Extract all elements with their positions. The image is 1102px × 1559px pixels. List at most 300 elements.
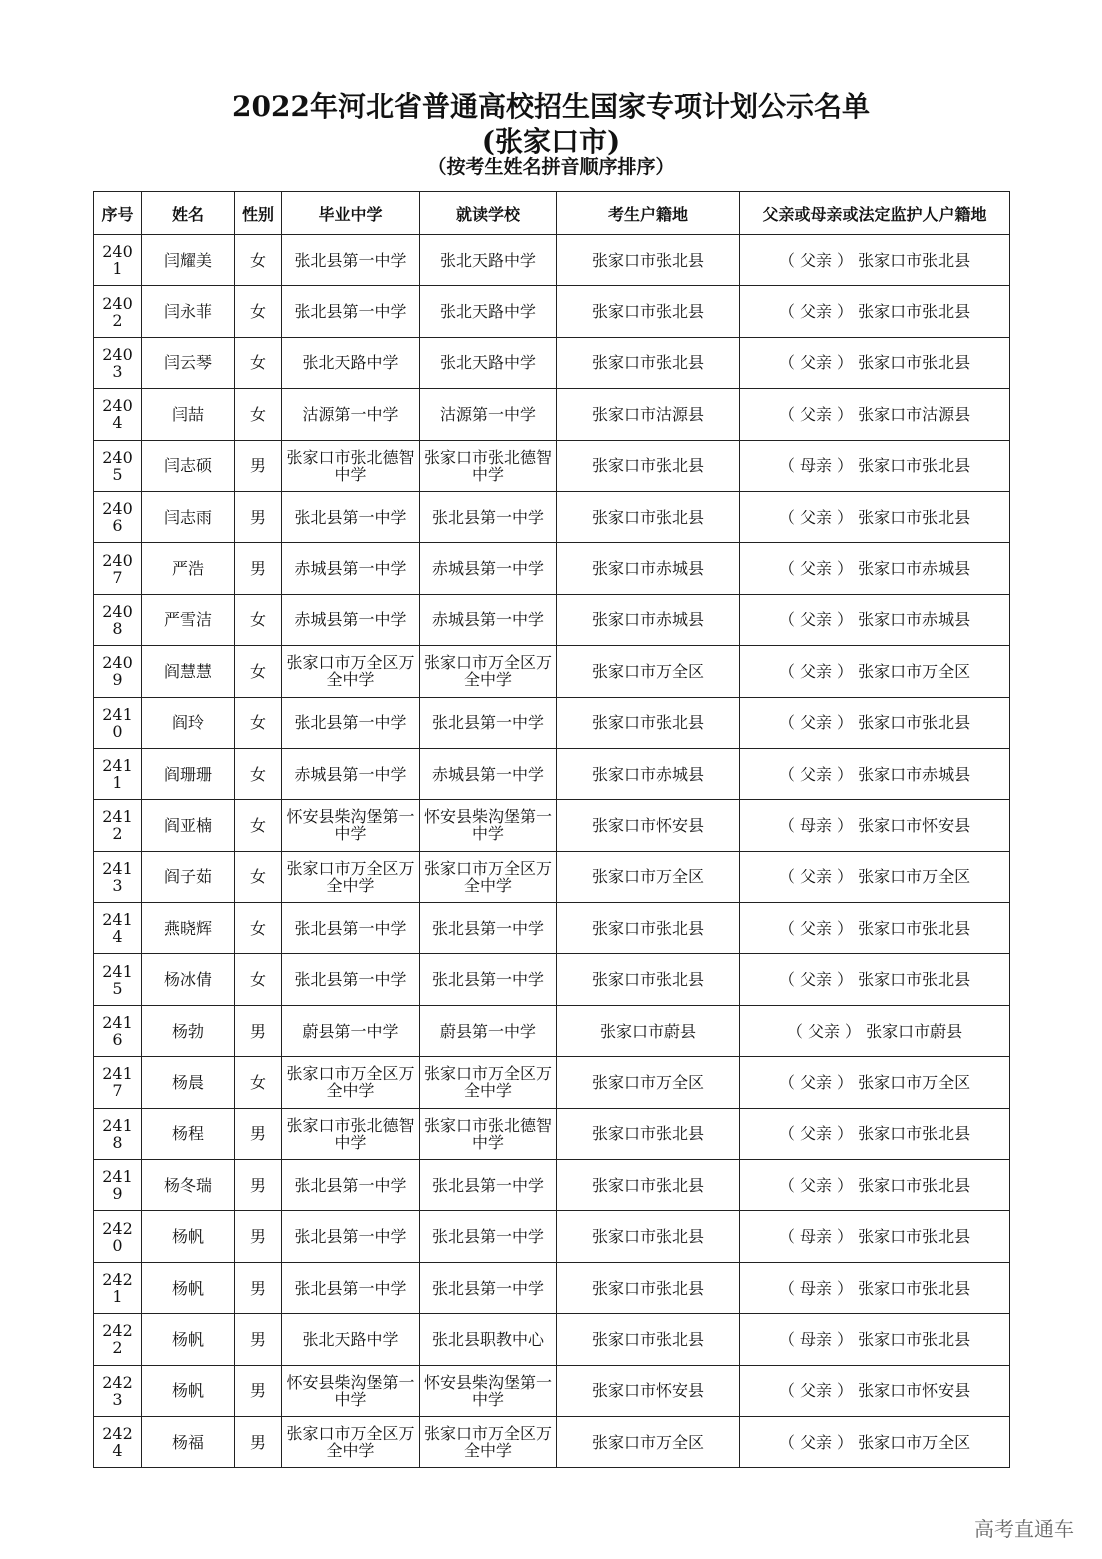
table-row (94, 1057, 1010, 1108)
cell-seq (94, 646, 142, 697)
cell-seq-text: 2410 (102, 704, 133, 741)
cell-current-school (420, 235, 557, 286)
cell-guardian-hukou-text: （ 父亲 ） 张家口市赤城县 (778, 764, 971, 784)
cell-guardian-hukou-text: （ 父亲 ） 张家口市沽源县 (778, 404, 971, 424)
cell-gender-text: 男 (249, 1432, 266, 1452)
cell-current-school (420, 851, 557, 902)
cell-name (142, 1314, 235, 1365)
cell-student-hukou-text: 张家口市张北县 (591, 1227, 704, 1247)
cell-gender (235, 1314, 282, 1365)
cell-name (142, 646, 235, 697)
cell-graduation-school-text: 张家口市万全区万全中学 (286, 653, 415, 690)
cell-current-school (420, 1057, 557, 1108)
cell-seq (94, 1262, 142, 1313)
cell-name-text: 阎慧慧 (163, 661, 212, 681)
cell-guardian-hukou-text: （ 父亲 ） 张家口市张北县 (778, 713, 971, 733)
table-row (94, 337, 1010, 388)
cell-gender (235, 286, 282, 337)
cell-guardian-hukou-text: （ 父亲 ） 张家口市赤城县 (778, 610, 971, 630)
cell-current-school (420, 1314, 557, 1365)
cell-graduation-school (282, 1314, 420, 1365)
cell-guardian-hukou (740, 646, 1010, 697)
cell-current-school (420, 646, 557, 697)
cell-name-text: 杨福 (171, 1432, 204, 1452)
cell-seq (94, 1005, 142, 1056)
cell-graduation-school-text: 沽源第一中学 (302, 404, 399, 424)
cell-seq (94, 337, 142, 388)
col-header-guardian-hukou: 父亲或母亲或法定监护人户籍地 (740, 192, 1010, 235)
cell-gender (235, 594, 282, 645)
cell-seq (94, 389, 142, 440)
cell-gender-text: 男 (249, 1329, 266, 1349)
cell-name (142, 954, 235, 1005)
cell-current-school (420, 1108, 557, 1159)
cell-gender-text: 男 (249, 1175, 266, 1195)
cell-current-school (420, 1160, 557, 1211)
cell-name-text: 燕晓辉 (163, 918, 212, 938)
cell-gender (235, 440, 282, 491)
cell-current-school-text: 张家口市张北德智中学 (424, 1115, 553, 1152)
cell-current-school-text: 怀安县柴沟堡第一中学 (424, 1372, 553, 1409)
cell-name-text: 严雪洁 (163, 610, 212, 630)
cell-name (142, 389, 235, 440)
cell-gender (235, 851, 282, 902)
cell-current-school (420, 800, 557, 851)
cell-student-hukou-text: 张家口市万全区 (591, 867, 704, 887)
cell-gender (235, 1211, 282, 1262)
cell-student-hukou-text: 张家口市张北县 (591, 1278, 704, 1298)
cell-graduation-school-text: 赤城县第一中学 (294, 764, 407, 784)
cell-name-text: 阎玲 (171, 713, 204, 733)
cell-student-hukou (557, 1057, 740, 1108)
cell-student-hukou-text: 张家口市蔚县 (599, 1021, 696, 1041)
cell-student-hukou (557, 903, 740, 954)
cell-seq-text: 2411 (102, 756, 133, 793)
cell-graduation-school (282, 697, 420, 748)
cell-seq-text: 2423 (102, 1372, 133, 1409)
cell-guardian-hukou-text: （ 母亲 ） 张家口市怀安县 (778, 815, 971, 835)
cell-student-hukou (557, 1160, 740, 1211)
cell-graduation-school (282, 1160, 420, 1211)
cell-student-hukou-text: 张家口市怀安县 (591, 815, 704, 835)
col-header-seq: 序号 (94, 192, 142, 235)
cell-gender (235, 1160, 282, 1211)
cell-graduation-school-text: 张北县第一中学 (294, 250, 407, 270)
cell-student-hukou-text: 张家口市赤城县 (591, 764, 704, 784)
cell-name (142, 543, 235, 594)
cell-gender (235, 1365, 282, 1416)
cell-guardian-hukou (740, 491, 1010, 542)
cell-current-school-text: 张家口市万全区万全中学 (424, 653, 553, 690)
cell-graduation-school (282, 1416, 420, 1467)
table-row (94, 543, 1010, 594)
cell-gender (235, 903, 282, 954)
cell-gender-text: 男 (249, 507, 266, 527)
cell-student-hukou-text: 张家口市张北县 (591, 456, 704, 476)
cell-gender-text: 女 (249, 713, 266, 733)
cell-seq (94, 1160, 142, 1211)
cell-gender-text: 男 (249, 559, 266, 579)
cell-student-hukou-text: 张家口市张北县 (591, 1329, 704, 1349)
cell-student-hukou (557, 1108, 740, 1159)
cell-guardian-hukou-text: （ 父亲 ） 张家口市张北县 (778, 507, 971, 527)
cell-student-hukou (557, 851, 740, 902)
cell-gender-text: 女 (249, 404, 266, 424)
table-row (94, 1262, 1010, 1313)
cell-seq (94, 748, 142, 799)
cell-guardian-hukou (740, 594, 1010, 645)
cell-name-text: 杨冬瑞 (163, 1175, 212, 1195)
table-row (94, 851, 1010, 902)
cell-gender (235, 954, 282, 1005)
cell-seq-text: 2404 (102, 396, 133, 433)
cell-name (142, 337, 235, 388)
cell-name (142, 748, 235, 799)
cell-student-hukou-text: 张家口市张北县 (591, 302, 704, 322)
cell-seq (94, 800, 142, 851)
cell-student-hukou (557, 748, 740, 799)
cell-current-school (420, 903, 557, 954)
cell-graduation-school (282, 389, 420, 440)
cell-seq (94, 594, 142, 645)
cell-graduation-school-text: 张北县第一中学 (294, 713, 407, 733)
cell-gender (235, 800, 282, 851)
cell-student-hukou-text: 张家口市沽源县 (591, 404, 704, 424)
table-row (94, 1416, 1010, 1467)
table-row (94, 1211, 1010, 1262)
cell-student-hukou (557, 440, 740, 491)
cell-guardian-hukou-text: （ 父亲 ） 张家口市赤城县 (778, 559, 971, 579)
cell-guardian-hukou (740, 1416, 1010, 1467)
col-header-current-school: 就读学校 (420, 192, 557, 235)
cell-gender (235, 337, 282, 388)
cell-guardian-hukou-text: （ 父亲 ） 张家口市张北县 (778, 353, 971, 373)
cell-current-school (420, 697, 557, 748)
col-header-student-hukou: 考生户籍地 (557, 192, 740, 235)
cell-seq (94, 1416, 142, 1467)
table-row (94, 646, 1010, 697)
cell-student-hukou-text: 张家口市万全区 (591, 1432, 704, 1452)
cell-name-text: 杨帆 (171, 1278, 204, 1298)
cell-student-hukou-text: 张家口市怀安县 (591, 1381, 704, 1401)
cell-current-school (420, 543, 557, 594)
cell-current-school (420, 491, 557, 542)
cell-guardian-hukou (740, 1365, 1010, 1416)
cell-guardian-hukou-text: （ 父亲 ） 张家口市怀安县 (778, 1381, 971, 1401)
cell-name (142, 697, 235, 748)
cell-graduation-school-text: 张北县第一中学 (294, 1175, 407, 1195)
cell-gender (235, 748, 282, 799)
cell-seq (94, 286, 142, 337)
cell-gender-text: 男 (249, 1278, 266, 1298)
cell-guardian-hukou (740, 1108, 1010, 1159)
cell-graduation-school-text: 张北县第一中学 (294, 302, 407, 322)
table-row (94, 235, 1010, 286)
cell-seq (94, 903, 142, 954)
cell-gender-text: 女 (249, 867, 266, 887)
page-subtitle: (张家口市) (481, 125, 621, 158)
cell-gender (235, 1416, 282, 1467)
cell-name (142, 1365, 235, 1416)
cell-name-text: 杨晨 (171, 1072, 204, 1092)
cell-graduation-school-text: 张北县第一中学 (294, 1278, 407, 1298)
cell-current-school (420, 337, 557, 388)
cell-graduation-school-text: 张家口市万全区万全中学 (286, 858, 415, 895)
cell-seq-text: 2414 (102, 910, 133, 947)
cell-guardian-hukou (740, 800, 1010, 851)
cell-graduation-school-text: 赤城县第一中学 (294, 610, 407, 630)
cell-seq (94, 491, 142, 542)
cell-name-text: 杨程 (171, 1124, 204, 1144)
cell-name-text: 闫志雨 (163, 507, 212, 527)
cell-current-school-text: 张北县第一中学 (431, 713, 544, 733)
cell-gender-text: 男 (249, 1227, 266, 1247)
cell-seq (94, 697, 142, 748)
cell-guardian-hukou-text: （ 父亲 ） 张家口市张北县 (778, 1175, 971, 1195)
cell-seq-text: 2403 (102, 344, 133, 381)
cell-student-hukou-text: 张家口市张北县 (591, 507, 704, 527)
cell-gender-text: 女 (249, 353, 266, 373)
cell-current-school (420, 954, 557, 1005)
cell-current-school (420, 1211, 557, 1262)
sort-note: （按考生姓名拼音顺序排序） (427, 156, 675, 178)
cell-graduation-school (282, 851, 420, 902)
table-row (94, 903, 1010, 954)
watermark: 高考直通车 (974, 1517, 1074, 1541)
cell-gender-text: 女 (249, 815, 266, 835)
cell-guardian-hukou (740, 1005, 1010, 1056)
cell-current-school-text: 张北天路中学 (439, 353, 536, 373)
cell-guardian-hukou-text: （ 父亲 ） 张家口市张北县 (778, 250, 971, 270)
cell-seq (94, 440, 142, 491)
cell-seq-text: 2409 (102, 653, 133, 690)
table-row (94, 389, 1010, 440)
cell-seq-text: 2419 (102, 1167, 133, 1204)
cell-graduation-school-text: 怀安县柴沟堡第一中学 (286, 1372, 415, 1409)
cell-seq (94, 235, 142, 286)
cell-name-text: 杨帆 (171, 1227, 204, 1247)
cell-current-school-text: 赤城县第一中学 (431, 610, 544, 630)
cell-name (142, 1160, 235, 1211)
cell-guardian-hukou-text: （ 母亲 ） 张家口市张北县 (778, 1278, 971, 1298)
cell-guardian-hukou (740, 697, 1010, 748)
table-row (94, 1160, 1010, 1211)
cell-student-hukou (557, 646, 740, 697)
cell-name (142, 903, 235, 954)
cell-seq (94, 1211, 142, 1262)
cell-seq-text: 2416 (102, 1013, 133, 1050)
cell-graduation-school-text: 张北县第一中学 (294, 970, 407, 990)
cell-current-school (420, 389, 557, 440)
cell-guardian-hukou-text: （ 父亲 ） 张家口市张北县 (778, 302, 971, 322)
cell-name-text: 阎子茹 (163, 867, 212, 887)
cell-gender-text: 女 (249, 918, 266, 938)
table-row (94, 1314, 1010, 1365)
cell-graduation-school-text: 张家口市万全区万全中学 (286, 1064, 415, 1101)
cell-gender (235, 1108, 282, 1159)
col-header-gender: 性别 (235, 192, 282, 235)
cell-name-text: 严浩 (171, 559, 204, 579)
cell-current-school-text: 怀安县柴沟堡第一中学 (424, 807, 553, 844)
cell-student-hukou (557, 1416, 740, 1467)
cell-guardian-hukou (740, 286, 1010, 337)
cell-graduation-school (282, 594, 420, 645)
cell-current-school (420, 748, 557, 799)
cell-guardian-hukou-text: （ 父亲 ） 张家口市万全区 (778, 1072, 971, 1092)
cell-student-hukou-text: 张家口市万全区 (591, 661, 704, 681)
cell-guardian-hukou (740, 543, 1010, 594)
cell-gender (235, 697, 282, 748)
cell-guardian-hukou (740, 1057, 1010, 1108)
cell-gender-text: 女 (249, 302, 266, 322)
cell-name-text: 阎珊珊 (163, 764, 212, 784)
cell-student-hukou-text: 张家口市赤城县 (591, 559, 704, 579)
cell-current-school (420, 286, 557, 337)
table-body (94, 235, 1010, 1468)
cell-graduation-school (282, 646, 420, 697)
cell-guardian-hukou (740, 337, 1010, 388)
cell-student-hukou-text: 张家口市赤城县 (591, 610, 704, 630)
cell-current-school-text: 张北县第一中学 (431, 970, 544, 990)
cell-student-hukou (557, 594, 740, 645)
cell-graduation-school (282, 800, 420, 851)
cell-graduation-school-text: 张北县第一中学 (294, 918, 407, 938)
cell-current-school-text: 张北天路中学 (439, 250, 536, 270)
cell-current-school-text: 赤城县第一中学 (431, 559, 544, 579)
cell-guardian-hukou (740, 748, 1010, 799)
cell-gender (235, 543, 282, 594)
table-row (94, 954, 1010, 1005)
cell-name-text: 杨帆 (171, 1329, 204, 1349)
cell-seq (94, 954, 142, 1005)
cell-student-hukou (557, 1262, 740, 1313)
cell-current-school-text: 张家口市万全区万全中学 (424, 1064, 553, 1101)
table-header (94, 192, 1010, 235)
cell-gender-text: 女 (249, 661, 266, 681)
page-title: 2022年河北省普通高校招生国家专项计划公示名单 (232, 90, 870, 123)
cell-student-hukou (557, 954, 740, 1005)
cell-guardian-hukou-text: （ 父亲 ） 张家口市蔚县 (786, 1021, 963, 1041)
table-row (94, 594, 1010, 645)
cell-name (142, 851, 235, 902)
cell-student-hukou-text: 张家口市张北县 (591, 1175, 704, 1195)
cell-name (142, 286, 235, 337)
cell-gender (235, 646, 282, 697)
cell-guardian-hukou-text: （ 母亲 ） 张家口市张北县 (778, 1227, 971, 1247)
cell-current-school-text: 蔚县第一中学 (439, 1021, 536, 1041)
cell-seq (94, 1057, 142, 1108)
cell-gender (235, 491, 282, 542)
cell-guardian-hukou (740, 440, 1010, 491)
cell-seq (94, 1108, 142, 1159)
cell-seq-text: 2421 (102, 1270, 133, 1306)
cell-graduation-school (282, 491, 420, 542)
cell-guardian-hukou (740, 1211, 1010, 1262)
cell-name (142, 1211, 235, 1262)
cell-graduation-school-text: 蔚县第一中学 (302, 1021, 399, 1041)
table-row (94, 1365, 1010, 1416)
cell-graduation-school (282, 1108, 420, 1159)
cell-guardian-hukou (740, 1314, 1010, 1365)
col-header-name: 姓名 (142, 192, 235, 235)
cell-graduation-school-text: 张家口市万全区万全中学 (286, 1424, 415, 1461)
cell-graduation-school-text: 张北天路中学 (302, 353, 399, 373)
cell-guardian-hukou (740, 389, 1010, 440)
cell-seq-text: 2424 (102, 1424, 133, 1461)
cell-name-text: 闫永菲 (163, 302, 212, 322)
cell-current-school (420, 1365, 557, 1416)
cell-seq (94, 851, 142, 902)
cell-guardian-hukou-text: （ 母亲 ） 张家口市张北县 (778, 456, 971, 476)
cell-graduation-school (282, 1365, 420, 1416)
cell-graduation-school-text: 张北县第一中学 (294, 507, 407, 527)
cell-student-hukou (557, 1005, 740, 1056)
cell-guardian-hukou-text: （ 父亲 ） 张家口市万全区 (778, 867, 971, 887)
table-row (94, 1005, 1010, 1056)
cell-name-text: 阎亚楠 (163, 815, 212, 835)
cell-gender-text: 男 (249, 1021, 266, 1041)
cell-current-school (420, 1005, 557, 1056)
cell-student-hukou (557, 337, 740, 388)
cell-current-school-text: 张北县第一中学 (431, 507, 544, 527)
cell-student-hukou (557, 543, 740, 594)
cell-current-school (420, 1416, 557, 1467)
cell-student-hukou (557, 1314, 740, 1365)
cell-current-school-text: 沽源第一中学 (439, 404, 536, 424)
cell-name-text: 杨冰倩 (163, 970, 212, 990)
cell-seq-text: 2407 (102, 550, 133, 587)
cell-graduation-school (282, 440, 420, 491)
cell-graduation-school-text: 张家口市张北德智中学 (286, 1115, 415, 1152)
cell-name-text: 杨勃 (171, 1021, 204, 1041)
cell-guardian-hukou (740, 903, 1010, 954)
cell-name-text: 闫耀美 (163, 250, 212, 270)
cell-seq-text: 2415 (102, 961, 133, 998)
cell-gender (235, 1262, 282, 1313)
cell-graduation-school-text: 张北县第一中学 (294, 1227, 407, 1247)
cell-name-text: 杨帆 (171, 1381, 204, 1401)
cell-current-school (420, 594, 557, 645)
cell-name (142, 594, 235, 645)
cell-student-hukou (557, 389, 740, 440)
cell-gender-text: 女 (249, 970, 266, 990)
cell-name (142, 491, 235, 542)
cell-student-hukou-text: 张家口市张北县 (591, 918, 704, 938)
table-row (94, 800, 1010, 851)
cell-name (142, 1057, 235, 1108)
cell-guardian-hukou (740, 1160, 1010, 1211)
cell-student-hukou (557, 1211, 740, 1262)
cell-student-hukou-text: 张家口市万全区 (591, 1072, 704, 1092)
cell-seq (94, 543, 142, 594)
cell-seq-text: 2405 (102, 447, 133, 484)
cell-seq-text: 2412 (102, 807, 133, 844)
cell-guardian-hukou (740, 1262, 1010, 1313)
cell-seq (94, 1365, 142, 1416)
cell-name-text: 闫喆 (171, 404, 204, 424)
cell-current-school-text: 张北县第一中学 (431, 1175, 544, 1195)
cell-student-hukou (557, 697, 740, 748)
cell-name (142, 235, 235, 286)
cell-graduation-school (282, 1211, 420, 1262)
cell-guardian-hukou (740, 851, 1010, 902)
cell-seq-text: 2406 (102, 499, 133, 536)
table-row (94, 748, 1010, 799)
cell-gender (235, 389, 282, 440)
roster-table (93, 191, 1010, 1468)
cell-student-hukou (557, 800, 740, 851)
cell-seq-text: 2418 (102, 1115, 133, 1152)
